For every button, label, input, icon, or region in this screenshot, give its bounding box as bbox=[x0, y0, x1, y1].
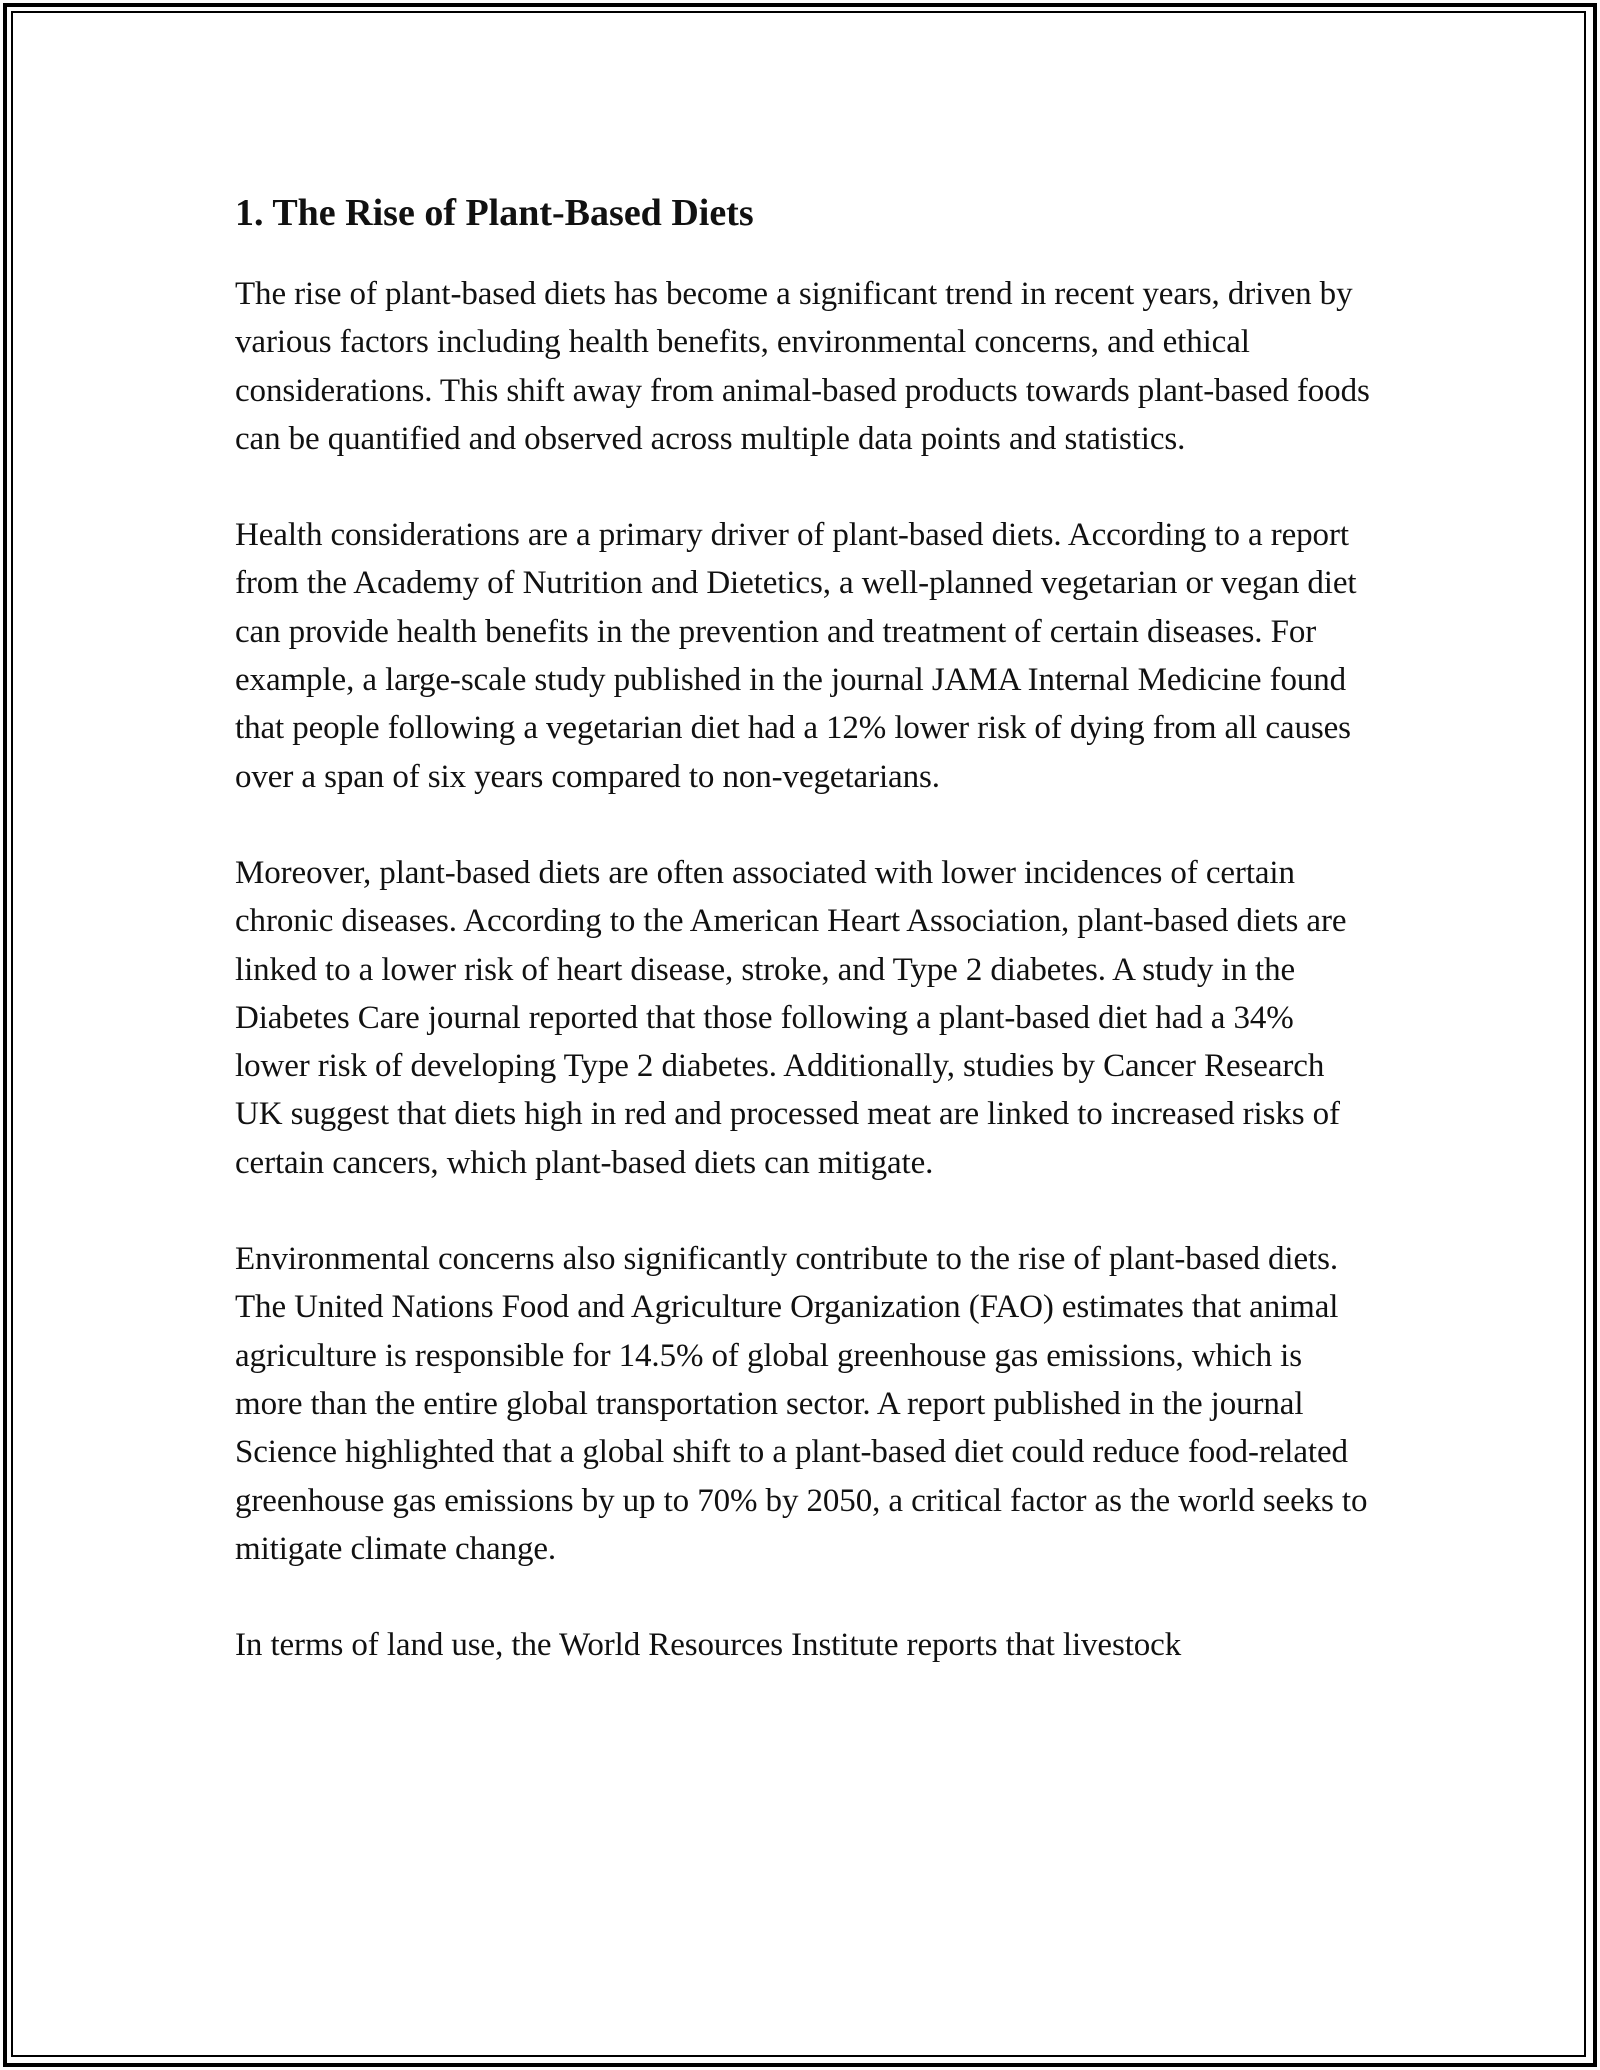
document-body bbox=[235, 180, 1375, 1669]
paragraph-health: Health considerations are a primary driver of plant-based diets. According to a report from the Academy of Nutrition and Dietetics, a well-planned vegetarian or vegan diet can provide health benefits in the prevention and treatment of certain diseases. For example, a large-scale study published in the journal JAMA Internal Medicine found that people following a vegetarian diet had a 12% lower risk of dying from all causes over a span of six years compared to non-vegetarians. bbox=[235, 517, 1357, 795]
paragraph-intro: The rise of plant-based diets has become a significant trend in recent years, driven by various factors including health benefits, environmental concerns, and ethical considerations. This shift away from animal-based products towards plant-based foods can be quantified and observed across multiple data points and statistics. bbox=[235, 276, 1370, 457]
paragraph-land-use: In terms of land use, the World Resources Institute reports that livestock bbox=[235, 1627, 1182, 1664]
paragraph-environment: Environmental concerns also significantly contribute to the rise of plant-based diets. The United Nations Food and Agriculture Organization (FAO) estimates that animal agriculture is responsible for 14.5% of global greenhouse gas emissions, which is more than the entire global transportation sector. A report published in the journal Science highlighted that a global shift to a plant-based diet could reduce food-related greenhouse gas emissions by up to 70% by 2050, a critical factor as the world seeks to mitigate climate change. bbox=[235, 1241, 1368, 1567]
paragraph-chronic-diseases: Moreover, plant-based diets are often associated with lower incidences of certain chronic diseases. According to the American Heart Association, plant-based diets are linked to a lower risk of heart disease, stroke, and Type 2 diabetes. A study in the Diabetes Care journal reported that those following a plant-based diet had a 34% lower risk of developing Type 2 diabetes. Additionally, studies by Cancer Research UK suggest that diets high in red and processed meat are linked to increased risks of certain cancers, which plant-based diets can mitigate. bbox=[235, 854, 1347, 1181]
section-title: 1. The Rise of Plant-Based Diets bbox=[235, 192, 754, 234]
